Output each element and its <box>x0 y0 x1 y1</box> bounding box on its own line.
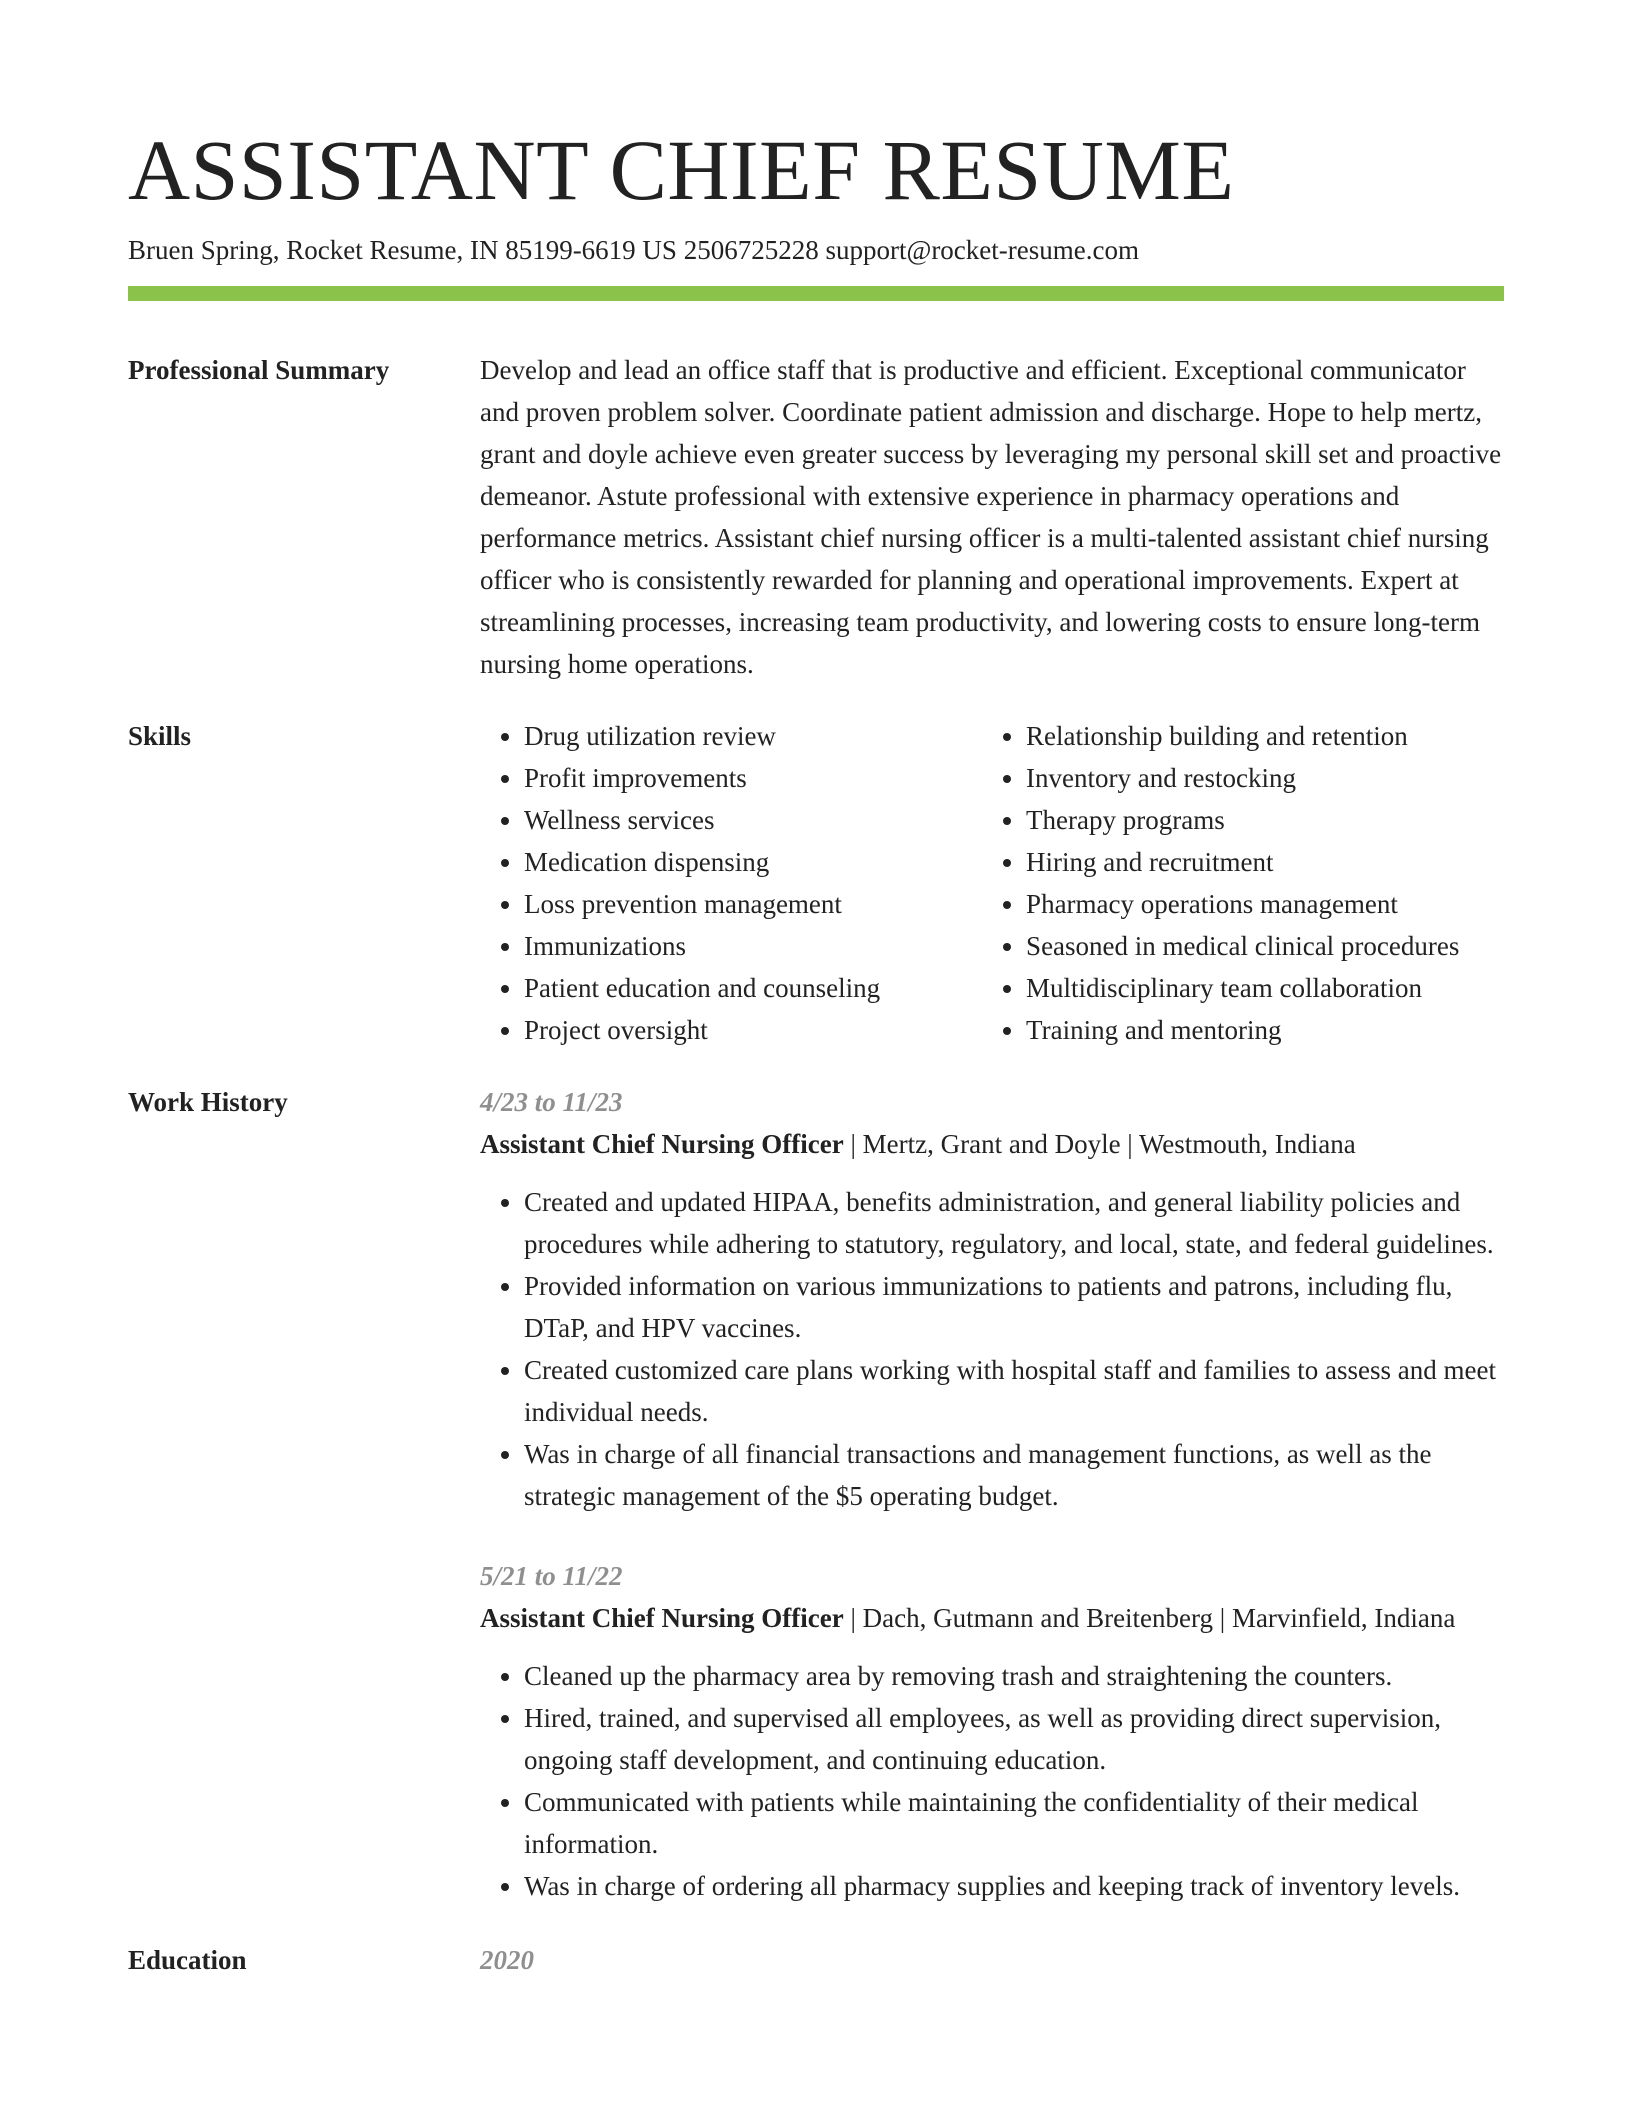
work-history-section <box>128 1081 1504 1945</box>
job-bullet: • Provided information on various immunizations to patients and patrons, including flu, DTaP, and HPV vaccines. <box>524 1265 1504 1349</box>
job-entry <box>480 1081 1504 1517</box>
summary-text: Develop and lead an office staff that is productive and efficient. Exceptional communicator and proven problem solver. Coordinate patient admission and discharge. Hope to help mertz, grant and doyle achieve even greater success by leveraging my personal skill set and proactive demeanor. Astute professional with extensive experience in pharmacy operations and performance metrics. Assistant chief nursing officer is a multi-talented assistant chief nursing officer who is consistently rewarded for planning and operational improvements. Expert at streamlining processes, increasing team productivity, and lowering costs to ensure long-term nursing home operations. <box>480 355 1502 679</box>
job-bullet: • Created and updated HIPAA, benefits administration, and general liability policies and procedures while adhering to statutory, regulatory, and local, state, and federal guidelines. <box>524 1181 1504 1265</box>
job-heading <box>480 1597 1504 1639</box>
section-label-summary: Professional Summary <box>128 355 390 385</box>
skill-item: • Profit improvements <box>524 757 982 799</box>
job-bullets <box>480 1181 1504 1517</box>
job-title: Assistant Chief Nursing Officer <box>480 1129 844 1159</box>
summary-section <box>128 349 1504 685</box>
skill-item: • Multidisciplinary team collaboration <box>1026 967 1504 1009</box>
work-history-body <box>480 1081 1504 1945</box>
skill-item: • Patient education and counseling <box>524 967 982 1009</box>
skills-section <box>128 715 1504 1051</box>
skill-item: • Hiring and recruitment <box>1026 841 1504 883</box>
job-dates: 5/21 to 11/22 <box>480 1561 623 1591</box>
skill-item: • Immunizations <box>524 925 982 967</box>
skills-columns <box>480 715 1504 1051</box>
section-label-work: Work History <box>128 1087 288 1117</box>
skill-item: • Wellness services <box>524 799 982 841</box>
job-bullet: • Cleaned up the pharmacy area by removing trash and straightening the counters. <box>524 1655 1504 1697</box>
skill-item: • Medication dispensing <box>524 841 982 883</box>
accent-divider <box>128 286 1504 301</box>
job-bullet: • Created customized care plans working with hospital staff and families to assess and meet individual needs. <box>524 1349 1504 1433</box>
skills-list-right <box>982 715 1504 1051</box>
job-details: | Mertz, Grant and Doyle | Westmouth, Indiana <box>843 1129 1356 1159</box>
resume-title: ASSISTANT CHIEF RESUME <box>128 122 1235 218</box>
section-label-skills: Skills <box>128 721 192 751</box>
job-bullet: • Was in charge of ordering all pharmacy supplies and keeping track of inventory levels. <box>524 1865 1504 1907</box>
education-dates: 2020 <box>480 1945 534 1975</box>
skill-item: • Loss prevention management <box>524 883 982 925</box>
skill-item: • Seasoned in medical clinical procedures <box>1026 925 1504 967</box>
skills-list-left <box>480 715 982 1051</box>
job-bullets <box>480 1655 1504 1907</box>
education-section <box>128 1939 1504 1981</box>
job-entry <box>480 1555 1504 1907</box>
skill-item: • Therapy programs <box>1026 799 1504 841</box>
skill-item: • Pharmacy operations management <box>1026 883 1504 925</box>
skill-item: • Drug utilization review <box>524 715 982 757</box>
section-label-education: Education <box>128 1945 247 1975</box>
education-body <box>480 1939 1504 1981</box>
contact-line: Bruen Spring, Rocket Resume, IN 85199-6619 US 2506725228 support@rocket-resume.com <box>128 235 1139 265</box>
resume-page <box>128 118 1504 1981</box>
skill-item: • Training and mentoring <box>1026 1009 1504 1051</box>
skill-item: • Project oversight <box>524 1009 982 1051</box>
skill-item: • Inventory and restocking <box>1026 757 1504 799</box>
skill-item: • Relationship building and retention <box>1026 715 1504 757</box>
job-details: | Dach, Gutmann and Breitenberg | Marvinfield, Indiana <box>843 1603 1456 1633</box>
job-bullet: • Hired, trained, and supervised all employees, as well as providing direct supervision, ongoing staff development, and continuing education. <box>524 1697 1504 1781</box>
job-title: Assistant Chief Nursing Officer <box>480 1603 844 1633</box>
job-bullet: • Was in charge of all financial transactions and management functions, as well as the strategic management of the $5 operating budget. <box>524 1433 1504 1517</box>
job-heading <box>480 1123 1504 1165</box>
job-dates: 4/23 to 11/23 <box>480 1087 623 1117</box>
job-bullet: • Communicated with patients while maintaining the confidentiality of their medical information. <box>524 1781 1504 1865</box>
